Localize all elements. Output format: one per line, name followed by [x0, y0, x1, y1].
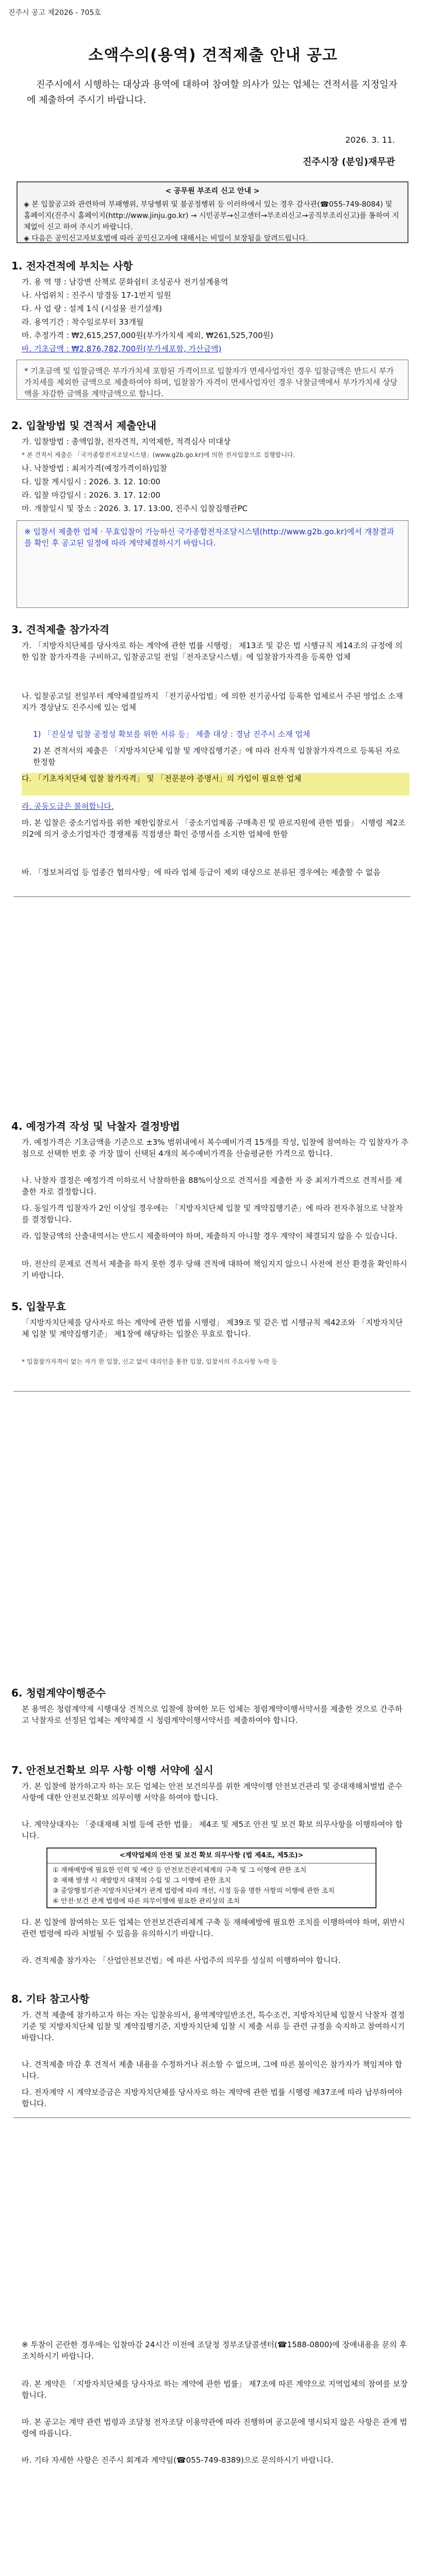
table-row: ④ 안전·보건 관계 법령에 따른 의무이행에 필요한 관리상의 조치 — [53, 1897, 240, 1905]
list-item: 바. 「정보처리업 등 업종간 협의사항」에 따라 업체 등급이 제외 대상으로 분류된 경우에는 제출할 수 없음 — [22, 868, 381, 877]
notice-number: 진주시 공고 제2026 - 705호 — [8, 9, 101, 17]
safety-duty-table — [46, 1848, 376, 1908]
list-item: 라. 입찰 마감일시 : 2026. 3. 17. 12:00 — [22, 490, 160, 500]
divider — [13, 1391, 411, 1392]
list-item: 바. 기타 자세한 사항은 진주시 회계과 계약팀(☎055-749-8389)으로 문의하시기 바랍니다. — [22, 2455, 334, 2465]
list-item: 다. 사 업 량 : 설계 1식 (시설물 전기설계) — [22, 304, 162, 313]
section-3-title: 3. 견적제출 참가자격 — [11, 623, 109, 636]
list-item: 마. 전산의 문제로 견적서 제출을 하지 못한 경우 당해 견적에 대하여 책임지지 않으니 사전에 전산 환경을 확인하시기 바랍니다. — [22, 1259, 407, 1280]
list-item: 나. 사업위치 : 진주시 망경동 17-1번지 일원 — [22, 291, 171, 300]
list-item: 가. 「지방자치단체를 당사자로 하는 계약에 관한 법률 시행령」 제13조 및 같은 법 시행규칙 제14조의 규정에 의한 입찰 참가자격을 구비하고, 입찰공고일 전일「전자조달시스템」에 입찰참가자격을 등록한 업체 — [22, 641, 403, 662]
divider — [13, 896, 411, 897]
list-item: 라. 견적제출 참가자는 「산업안전보건법」에 따른 사업주의 의무를 성실히 이행하여야 합니다. — [22, 1956, 341, 1965]
notice-line: ◈ 다음은 공익신고자보호법에 따라 공익신고자에 대해서는 비밀이 보장됨을 알려드립니다. — [24, 234, 308, 243]
list-item: 마. 본 입찰은 중소기업자를 위한 제한입찰로서 「중소기업제품 구매촉진 및 판로지원에 관한 법률」 시행령 제2조의2에 의거 중소기업자간 경쟁제품 직접생산 확인 증명서를 소지한 업체에 한함 — [22, 818, 405, 839]
list-item: 마. 본 공고는 계약 관련 법령과 조달청 전자조달 이용약관에 따라 진행하며 공고문에 명시되지 않은 사항은 관계 법령에 따릅니다. — [22, 2417, 407, 2438]
vat-note: * 기초금액 및 입찰금액은 부가가치세 포함된 가격이므로 입찰자가 면세사업자인 경우 입찰금액은 반드시 부가가치세를 제외한 금액으로 제출하여야 하며, 입찰참가 자격이 면세사업자인 경우 낙찰금액에서 부가가치세 상당액을 차감한 금액을 계약금액으로 합니다. — [17, 360, 408, 400]
list-item: 마. 추정가격 : ₩2,615,257,000원(부가가치세 제외, ₩261,525,700원) — [22, 331, 273, 340]
list-item: 1) 「진실성 입찰 공정성 확보를 위한 서류 등」 제출 대상 : 경남 진주시 소재 업체 — [33, 730, 310, 739]
section-6-title: 6. 청렴계약이행준수 — [11, 1687, 106, 1699]
section-7-title: 7. 안전보건확보 의무 사항 이행 서약에 실시 — [11, 1764, 214, 1776]
list-item: 다. 전자계약 시 계약보증금은 지방자치단체를 당사자로 하는 계약에 관한 법률 시행령 제37조에 따라 납부하여야 합니다. — [22, 2088, 402, 2108]
anti-corruption-notice — [17, 181, 408, 243]
notice-date: 2026. 3. 11. — [345, 135, 395, 145]
notice-line: ◈ 본 입찰공고와 관련하여 부패행위, 부당행위 및 불공정행위 등 이러하에서 있는 경우 감사관(☎055-749-8084) 및 홈페이지(진주시 홈페이지(http://www.jinju.go.kr) → 시민공부→신고센터→부조리신고→공직부조리신고)를 통하여 지체없이 신고 하여 주시기 바랍니다. — [24, 200, 399, 231]
list-item: 나. 입찰공고일 전일부터 계약체결일까지 「전기공사업법」에 의한 전기공사업 등록한 업체로서 주된 영업소 소재지가 경상남도 진주시에 있는 업체 — [22, 691, 403, 712]
list-item: 다. 동일가격 입찰자가 2인 이상일 경우에는 「지방자치단체 입찰 및 계약집행기준」에 따라 전자추첨으로 낙찰자를 결정합니다. — [22, 1204, 403, 1224]
section-2-title: 2. 입찰방법 및 견적서 제출안내 — [11, 419, 157, 432]
list-item: 나. 낙찰자 결정은 예정가격 이하로서 낙찰하한율 88%이상으로 견적서를 제출한 자 중 최저가격으로 견적서를 제출한 자로 결정합니다. — [22, 1176, 402, 1196]
section-8-title: 8. 기타 참고사항 — [11, 1993, 90, 2005]
table-row: ① 재해예방에 필요한 인력 및 예산 등 안전보건관리체계의 구축 및 그 이행에 관한 조치 — [53, 1867, 307, 1874]
list-item: 라. 본 계약은 「지방자치단체를 당사자로 하는 계약에 관한 법률」 제7조에 따른 계약으로 지역업체의 참여를 보장합니다. — [22, 2379, 408, 2400]
list-item: 가. 입찰방법 : 총액입찰, 전자견적, 지역제한, 적격심사 미대상 — [22, 437, 231, 446]
list-item: * 본 견적서 제출은 「국가종합전자조달시스템」(www.g2b.go.kr)에 의한 전자입찰으로 집행합니다. — [22, 451, 296, 459]
list-item: 라. 입찰금액의 산출내역서는 반드시 제출하여야 하며, 제출하지 아니할 경우 계약이 체결되지 않을 수 있습니다. — [22, 1231, 398, 1241]
list-item: 가. 견적 제출에 참가하고자 하는 자는 입찰유의서, 용역계약일반조건, 특수조건, 지방자치단체 입찰시 낙찰자 결정기준 및 지방자치단체 입찰 및 계약집행기준, 지방자치단체 입찰 시 제출 서류 등 관련 규정을 숙지하고 참여하시기 바랍니다. — [22, 2010, 405, 2042]
list-item: 나. 낙찰방법 : 최저가격(예정가격이하)입찰 — [22, 464, 168, 473]
table-row: ② 재해 발생 시 재발방지 대책의 수립 및 그 이행에 관한 조치 — [53, 1877, 231, 1885]
list-item: 본 용역은 청렴계약제 시행대상 견적으로 입찰에 참여한 모든 업체는 청렴계약이행서약서를 제출한 것으로 간주하고 낙찰자로 선정된 업체는 계약체결 시 청렴계약이행서약서를 제출하여야 합니다. — [22, 1704, 403, 1725]
notice-box-title: < 공무원 부조리 신고 안내 > — [165, 187, 260, 195]
list-item: 가. 본 입찰에 참가하고자 하는 모든 업체는 안전 보건의무를 위한 계약이행 안전보건관리 및 중대재해처벌법 준수사항에 대한 안전보건확보 의무이행 서약을 하여야 합니다. — [22, 1782, 403, 1802]
list-item: 「지방자치단체를 당사자로 하는 계약에 관한 법률 시행령」 제39조 및 같은 법 시행규칙 제42조와 「지방자치단체 입찰 및 계약집행기준」 제1장에 해당하는 입찰은 무효로 합니다. — [22, 1318, 403, 1338]
table-title: <계약업체의 안전 및 보건 확보 의무사항 (법 제4조, 제5조)> — [47, 1849, 375, 1863]
list-item: 다. 입찰 게시일시 : 2026. 3. 12. 10:00 — [22, 477, 160, 486]
list-item: 다. 「기초자치단체 입찰 참가자격」 및 「전문분야 증명서」의 가입이 필요한 업체 — [22, 773, 409, 795]
list-item: 2) 본 견적서의 제출은 「지방자치단체 입찰 및 계약집행기준」에 따라 전자적 입찰참가자격으로 등록된 자로 한정함 — [33, 746, 400, 767]
list-item: * 입찰참가자격이 없는 자가 한 입찰, 신고 없이 대리인을 통한 입찰, 입찰서의 주요사항 누락 등 — [22, 1358, 277, 1365]
intro-paragraph: 진주시에서 시행하는 대상과 용역에 대하여 참여할 의사가 있는 업체는 견적서를 지정일자에 제출하여 주시기 바랍니다. — [27, 79, 398, 106]
list-item: 라. 공동도급은 불허합니다. — [22, 802, 114, 811]
page-title: 소액수의(용역) 견적제출 안내 공고 — [88, 46, 338, 64]
list-item: 나. 견적제출 마감 후 견적서 제출 내용을 수정하거나 취소할 수 없으며, 그에 따른 불이익은 참가자가 책임져야 합니다. — [22, 2060, 402, 2080]
list-item: 다. 본 입찰에 참여하는 모든 업체는 안전보건관리체계 구축 등 재해예방에 필요한 조치를 이행하여야 하며, 위반시 관련 법령에 따라 처벌될 수 있음을 유의하시기 바랍니다. — [22, 1918, 405, 1938]
list-item: 바. 기초금액 : ₩2,876,782,700원(부가세포함, 가산금액) — [22, 344, 222, 353]
section-5-title: 5. 입찰무효 — [11, 1300, 66, 1313]
opening-result-note: ※ 입찰서 제출한 업체 · 무효입찰이 가능하신 국가종합전자조달시스템(http://www.g2b.go.kr)에서 개찰결과를 확인 후 공고된 일정에 따라 계약체결하시기 바랍니다. — [17, 520, 408, 608]
table-row: ③ 중앙행정기관·지방자치단체가 관계 법령에 따라 개선, 시정 등을 명한 사항의 이행에 관한 조치 — [53, 1887, 335, 1895]
list-item: 라. 용역기간 : 착수일로부터 33개월 — [22, 317, 144, 327]
issuer: 진주시장 (분임)재무관 — [302, 157, 395, 167]
section-1-title: 1. 전자견적에 부치는 사항 — [11, 260, 133, 272]
section-4-title: 4. 예정가격 작성 및 낙찰자 결정방법 — [11, 1120, 180, 1132]
list-item: 나. 계약상대자는 「중대재해 처벌 등에 관한 법률」 제4조 및 제5조 안전 및 보건 확보 의무사항을 이행하여야 합니다. — [22, 1820, 403, 1840]
divider — [13, 2117, 411, 2118]
helpdesk-note: ※ 투찰이 곤란한 경우에는 입찰마감 24시간 이전에 조달청 정부조달콜센터(☎1588-0800)에 장애내용을 문의 후 조치하시기 바랍니다. — [22, 2340, 407, 2361]
list-item: 마. 개찰일시 및 장소 : 2026. 3. 17. 13:00, 진주시 입찰집행관PC — [22, 504, 248, 513]
list-item: 가. 용 역 명 : 남강변 산책로 문화쉼터 조성공사 전기설계용역 — [22, 277, 228, 286]
list-item: 가. 예정가격은 기초금액을 기준으로 ±3% 범위내에서 복수예비가격 15개를 작성, 입찰에 참여하는 각 입찰자가 추첨으로 선택한 번호 중 가장 많이 선택된 4개의 복수예비가격을 산술평균한 가격으로 합니다. — [22, 1138, 409, 1158]
